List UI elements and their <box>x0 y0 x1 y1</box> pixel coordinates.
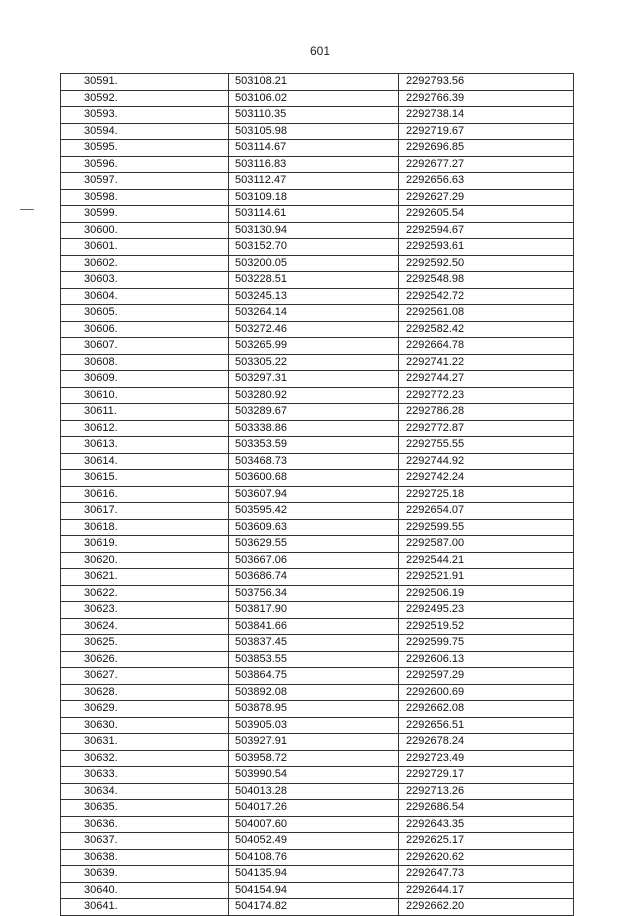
table-row <box>61 255 574 272</box>
y-coordinate-cell: 2292594.67 <box>399 222 574 239</box>
x-coordinate-cell: 503297.31 <box>229 371 399 388</box>
y-coordinate-cell: 2292738.14 <box>399 107 574 124</box>
y-coordinate-cell: 2292542.72 <box>399 288 574 305</box>
y-coordinate-cell: 2292656.63 <box>399 173 574 190</box>
point-number-cell: 30624. <box>61 618 229 635</box>
x-coordinate-cell: 503607.94 <box>229 486 399 503</box>
table-row <box>61 519 574 536</box>
point-number-cell: 30636. <box>61 816 229 833</box>
x-coordinate-cell: 503990.54 <box>229 767 399 784</box>
y-coordinate-cell: 2292606.13 <box>399 651 574 668</box>
y-coordinate-cell: 2292625.17 <box>399 833 574 850</box>
table-row <box>61 684 574 701</box>
y-coordinate-cell: 2292729.17 <box>399 767 574 784</box>
margin-mark <box>20 209 34 210</box>
point-number-cell: 30641. <box>61 899 229 916</box>
y-coordinate-cell: 2292561.08 <box>399 305 574 322</box>
x-coordinate-cell: 503114.61 <box>229 206 399 223</box>
table-row <box>61 338 574 355</box>
point-number-cell: 30600. <box>61 222 229 239</box>
x-coordinate-cell: 503892.08 <box>229 684 399 701</box>
x-coordinate-cell: 503841.66 <box>229 618 399 635</box>
x-coordinate-cell: 503629.55 <box>229 536 399 553</box>
y-coordinate-cell: 2292744.92 <box>399 453 574 470</box>
table-row <box>61 585 574 602</box>
point-number-cell: 30638. <box>61 849 229 866</box>
x-coordinate-cell: 503265.99 <box>229 338 399 355</box>
y-coordinate-cell: 2292678.24 <box>399 734 574 751</box>
table-row <box>61 717 574 734</box>
point-number-cell: 30616. <box>61 486 229 503</box>
x-coordinate-cell: 503106.02 <box>229 90 399 107</box>
point-number-cell: 30610. <box>61 387 229 404</box>
table-row <box>61 750 574 767</box>
table-row <box>61 453 574 470</box>
y-coordinate-cell: 2292725.18 <box>399 486 574 503</box>
table-row <box>61 486 574 503</box>
table-row <box>61 635 574 652</box>
point-number-cell: 30627. <box>61 668 229 685</box>
x-coordinate-cell: 503272.46 <box>229 321 399 338</box>
y-coordinate-cell: 2292592.50 <box>399 255 574 272</box>
page-number: 601 <box>309 44 331 58</box>
y-coordinate-cell: 2292521.91 <box>399 569 574 586</box>
point-number-cell: 30619. <box>61 536 229 553</box>
x-coordinate-cell: 503112.47 <box>229 173 399 190</box>
x-coordinate-cell: 504108.76 <box>229 849 399 866</box>
x-coordinate-cell: 503853.55 <box>229 651 399 668</box>
y-coordinate-cell: 2292587.00 <box>399 536 574 553</box>
x-coordinate-cell: 503817.90 <box>229 602 399 619</box>
table-row <box>61 651 574 668</box>
table-row <box>61 899 574 916</box>
x-coordinate-cell: 503200.05 <box>229 255 399 272</box>
table-row <box>61 140 574 157</box>
coordinates-table <box>60 73 574 916</box>
y-coordinate-cell: 2292582.42 <box>399 321 574 338</box>
y-coordinate-cell: 2292677.27 <box>399 156 574 173</box>
y-coordinate-cell: 2292772.23 <box>399 387 574 404</box>
table-row <box>61 123 574 140</box>
table-row <box>61 74 574 91</box>
x-coordinate-cell: 503595.42 <box>229 503 399 520</box>
table-row <box>61 437 574 454</box>
y-coordinate-cell: 2292723.49 <box>399 750 574 767</box>
point-number-cell: 30607. <box>61 338 229 355</box>
y-coordinate-cell: 2292662.08 <box>399 701 574 718</box>
x-coordinate-cell: 503468.73 <box>229 453 399 470</box>
point-number-cell: 30614. <box>61 453 229 470</box>
x-coordinate-cell: 503609.63 <box>229 519 399 536</box>
point-number-cell: 30621. <box>61 569 229 586</box>
point-number-cell: 30617. <box>61 503 229 520</box>
point-number-cell: 30631. <box>61 734 229 751</box>
point-number-cell: 30605. <box>61 305 229 322</box>
table-row <box>61 387 574 404</box>
x-coordinate-cell: 503756.34 <box>229 585 399 602</box>
y-coordinate-cell: 2292544.21 <box>399 552 574 569</box>
point-number-cell: 30608. <box>61 354 229 371</box>
point-number-cell: 30606. <box>61 321 229 338</box>
table-row <box>61 107 574 124</box>
x-coordinate-cell: 503878.95 <box>229 701 399 718</box>
y-coordinate-cell: 2292519.52 <box>399 618 574 635</box>
x-coordinate-cell: 503130.94 <box>229 222 399 239</box>
table-row <box>61 288 574 305</box>
x-coordinate-cell: 504013.28 <box>229 783 399 800</box>
table-row <box>61 734 574 751</box>
point-number-cell: 30594. <box>61 123 229 140</box>
y-coordinate-cell: 2292755.55 <box>399 437 574 454</box>
point-number-cell: 30628. <box>61 684 229 701</box>
table-row <box>61 536 574 553</box>
point-number-cell: 30596. <box>61 156 229 173</box>
point-number-cell: 30604. <box>61 288 229 305</box>
y-coordinate-cell: 2292654.07 <box>399 503 574 520</box>
y-coordinate-cell: 2292643.35 <box>399 816 574 833</box>
point-number-cell: 30625. <box>61 635 229 652</box>
point-number-cell: 30595. <box>61 140 229 157</box>
y-coordinate-cell: 2292600.69 <box>399 684 574 701</box>
point-number-cell: 30612. <box>61 420 229 437</box>
table-row <box>61 305 574 322</box>
table-row <box>61 767 574 784</box>
point-number-cell: 30623. <box>61 602 229 619</box>
x-coordinate-cell: 503305.22 <box>229 354 399 371</box>
y-coordinate-cell: 2292786.28 <box>399 404 574 421</box>
point-number-cell: 30597. <box>61 173 229 190</box>
x-coordinate-cell: 503905.03 <box>229 717 399 734</box>
y-coordinate-cell: 2292741.22 <box>399 354 574 371</box>
y-coordinate-cell: 2292644.17 <box>399 882 574 899</box>
table-row <box>61 602 574 619</box>
y-coordinate-cell: 2292599.75 <box>399 635 574 652</box>
point-number-cell: 30603. <box>61 272 229 289</box>
x-coordinate-cell: 503114.67 <box>229 140 399 157</box>
table-row <box>61 371 574 388</box>
y-coordinate-cell: 2292647.73 <box>399 866 574 883</box>
table-row <box>61 173 574 190</box>
table-row <box>61 783 574 800</box>
point-number-cell: 30620. <box>61 552 229 569</box>
table-row <box>61 420 574 437</box>
x-coordinate-cell: 503289.67 <box>229 404 399 421</box>
y-coordinate-cell: 2292620.62 <box>399 849 574 866</box>
x-coordinate-cell: 504135.94 <box>229 866 399 883</box>
x-coordinate-cell: 503338.86 <box>229 420 399 437</box>
y-coordinate-cell: 2292593.61 <box>399 239 574 256</box>
table-row <box>61 503 574 520</box>
point-number-cell: 30611. <box>61 404 229 421</box>
table-row <box>61 206 574 223</box>
y-coordinate-cell: 2292605.54 <box>399 206 574 223</box>
point-number-cell: 30602. <box>61 255 229 272</box>
point-number-cell: 30613. <box>61 437 229 454</box>
y-coordinate-cell: 2292627.29 <box>399 189 574 206</box>
point-number-cell: 30591. <box>61 74 229 91</box>
y-coordinate-cell: 2292696.85 <box>399 140 574 157</box>
table-row <box>61 816 574 833</box>
point-number-cell: 30634. <box>61 783 229 800</box>
point-number-cell: 30630. <box>61 717 229 734</box>
x-coordinate-cell: 503108.21 <box>229 74 399 91</box>
point-number-cell: 30598. <box>61 189 229 206</box>
table-row <box>61 668 574 685</box>
table-row <box>61 866 574 883</box>
y-coordinate-cell: 2292662.20 <box>399 899 574 916</box>
x-coordinate-cell: 503264.14 <box>229 305 399 322</box>
x-coordinate-cell: 503228.51 <box>229 272 399 289</box>
x-coordinate-cell: 503353.59 <box>229 437 399 454</box>
table-row <box>61 272 574 289</box>
point-number-cell: 30632. <box>61 750 229 767</box>
y-coordinate-cell: 2292664.78 <box>399 338 574 355</box>
table-row <box>61 156 574 173</box>
x-coordinate-cell: 504007.60 <box>229 816 399 833</box>
y-coordinate-cell: 2292506.19 <box>399 585 574 602</box>
y-coordinate-cell: 2292766.39 <box>399 90 574 107</box>
point-number-cell: 30618. <box>61 519 229 536</box>
x-coordinate-cell: 503152.70 <box>229 239 399 256</box>
point-number-cell: 30592. <box>61 90 229 107</box>
table-row <box>61 849 574 866</box>
x-coordinate-cell: 503109.18 <box>229 189 399 206</box>
table-row <box>61 321 574 338</box>
y-coordinate-cell: 2292686.54 <box>399 800 574 817</box>
x-coordinate-cell: 503280.92 <box>229 387 399 404</box>
x-coordinate-cell: 503958.72 <box>229 750 399 767</box>
point-number-cell: 30635. <box>61 800 229 817</box>
x-coordinate-cell: 503245.13 <box>229 288 399 305</box>
x-coordinate-cell: 503667.06 <box>229 552 399 569</box>
point-number-cell: 30633. <box>61 767 229 784</box>
point-number-cell: 30637. <box>61 833 229 850</box>
y-coordinate-cell: 2292719.67 <box>399 123 574 140</box>
table-row <box>61 552 574 569</box>
point-number-cell: 30626. <box>61 651 229 668</box>
point-number-cell: 30599. <box>61 206 229 223</box>
point-number-cell: 30615. <box>61 470 229 487</box>
table-row <box>61 470 574 487</box>
x-coordinate-cell: 504052.49 <box>229 833 399 850</box>
y-coordinate-cell: 2292548.98 <box>399 272 574 289</box>
table-row <box>61 404 574 421</box>
y-coordinate-cell: 2292656.51 <box>399 717 574 734</box>
point-number-cell: 30640. <box>61 882 229 899</box>
table-row <box>61 569 574 586</box>
point-number-cell: 30622. <box>61 585 229 602</box>
table-row <box>61 354 574 371</box>
table-row <box>61 833 574 850</box>
x-coordinate-cell: 504174.82 <box>229 899 399 916</box>
y-coordinate-cell: 2292597.29 <box>399 668 574 685</box>
y-coordinate-cell: 2292744.27 <box>399 371 574 388</box>
table-row <box>61 701 574 718</box>
point-number-cell: 30629. <box>61 701 229 718</box>
y-coordinate-cell: 2292772.87 <box>399 420 574 437</box>
table-row <box>61 882 574 899</box>
table-row <box>61 800 574 817</box>
x-coordinate-cell: 503105.98 <box>229 123 399 140</box>
table-row <box>61 90 574 107</box>
point-number-cell: 30601. <box>61 239 229 256</box>
x-coordinate-cell: 503837.45 <box>229 635 399 652</box>
y-coordinate-cell: 2292793.56 <box>399 74 574 91</box>
x-coordinate-cell: 503110.35 <box>229 107 399 124</box>
x-coordinate-cell: 504017.26 <box>229 800 399 817</box>
table-row <box>61 618 574 635</box>
y-coordinate-cell: 2292599.55 <box>399 519 574 536</box>
y-coordinate-cell: 2292742.24 <box>399 470 574 487</box>
table-row <box>61 239 574 256</box>
point-number-cell: 30609. <box>61 371 229 388</box>
x-coordinate-cell: 503927.91 <box>229 734 399 751</box>
point-number-cell: 30593. <box>61 107 229 124</box>
x-coordinate-cell: 503686.74 <box>229 569 399 586</box>
x-coordinate-cell: 503116.83 <box>229 156 399 173</box>
table-row <box>61 189 574 206</box>
x-coordinate-cell: 503864.75 <box>229 668 399 685</box>
x-coordinate-cell: 504154.94 <box>229 882 399 899</box>
x-coordinate-cell: 503600.68 <box>229 470 399 487</box>
point-number-cell: 30639. <box>61 866 229 883</box>
table-row <box>61 222 574 239</box>
y-coordinate-cell: 2292495.23 <box>399 602 574 619</box>
y-coordinate-cell: 2292713.26 <box>399 783 574 800</box>
